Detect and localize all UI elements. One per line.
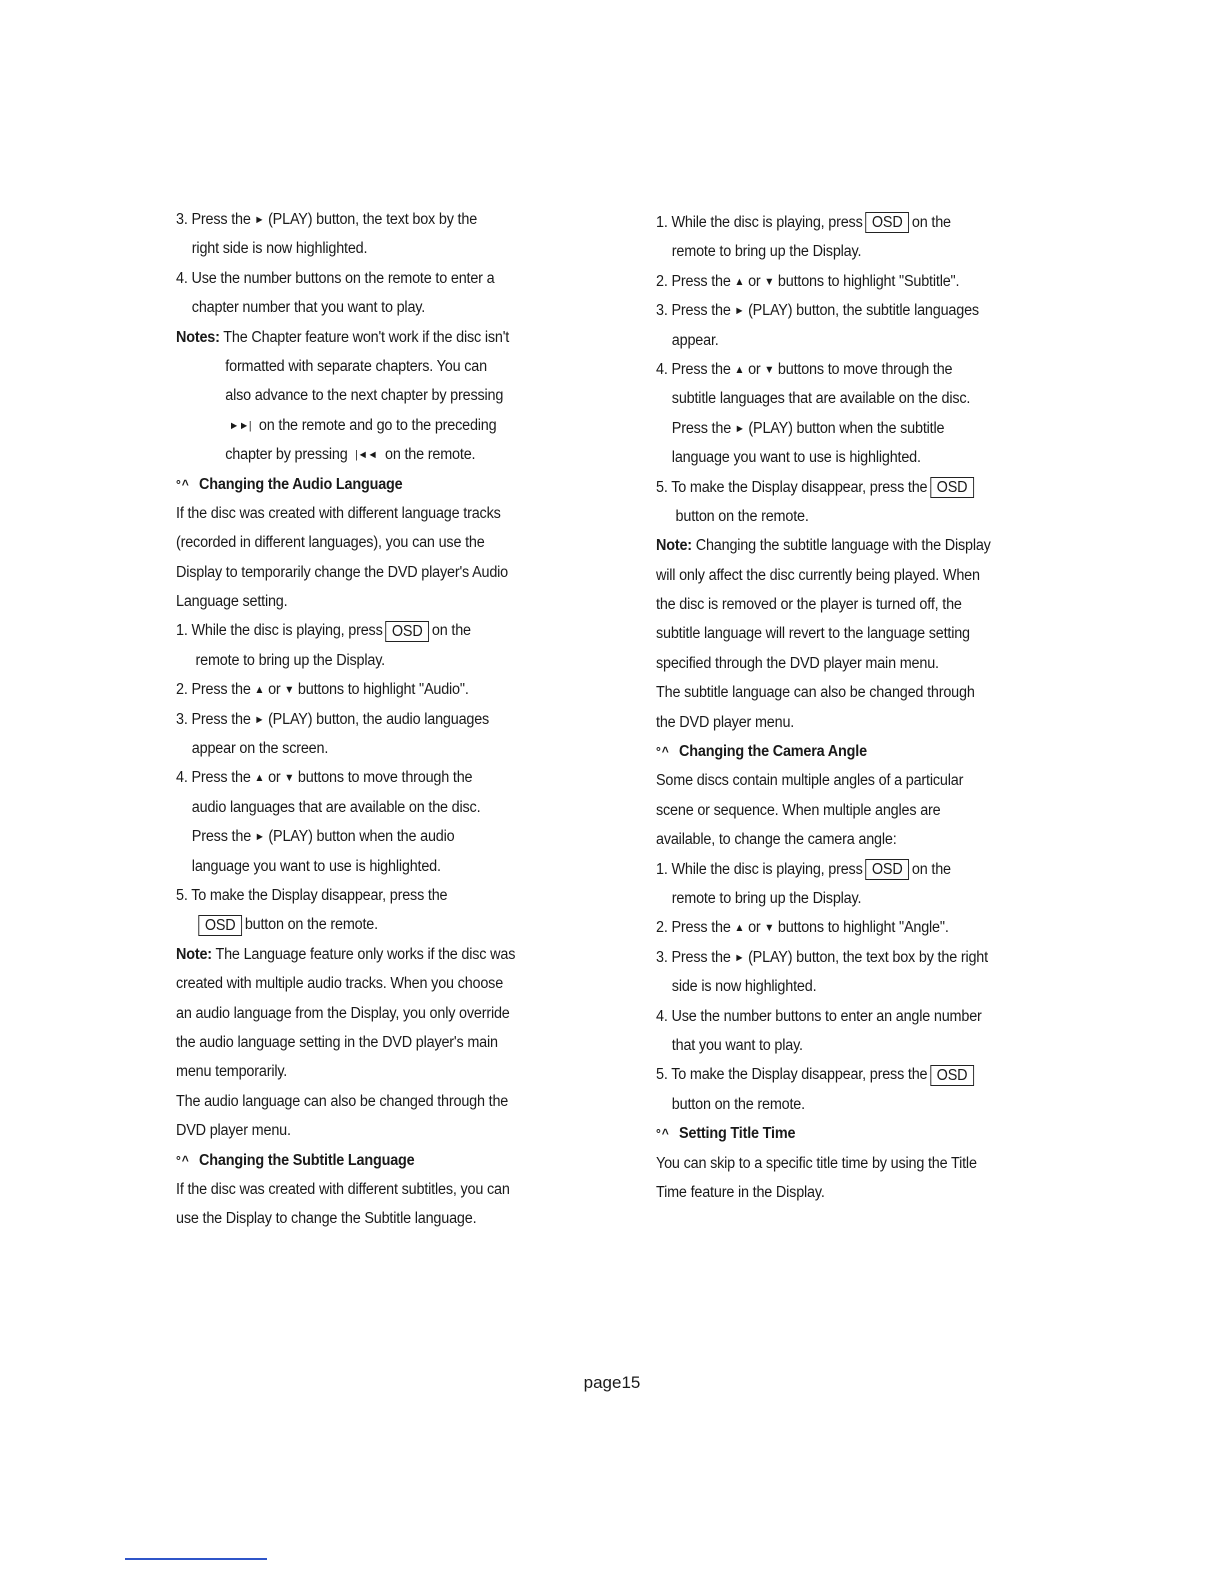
heading-title-time: °^ Setting Title Time: [656, 1125, 796, 1143]
left-column: 3. Press the ► (PLAY) button, the text box by the right side is now highlighted. 4. Use the number buttons on the remote to enter a chapter number that you want to play. Notes: The Chapter feature won't work if the disc isn't formatted with separate chapters. You can also advance to the next chapter by pressing ►►| on the remote and go to the preceding chapter by pressing |◄◄ on the remote. °^ Changing the Audio Language If the disc was created with different language tracks (recorded in different languages), you can use the Display to temporarily change the DVD player's Audio Language setting. 1. While the disc is playing, press OSD on the remote to bring up the Display. 2. Press the ▲ or ▼ buttons to highlight "Audio". 3. Press the ► (PLAY) button, the audio languages appear on the screen. 4. Press the ▲ or ▼ buttons to move through the audio languages that are available on the disc. Press the ► (PLAY) button when the audio language you want to use is highlighted. 5. To make the Display disappear, press the OSD button on the remote. Note: The Language feature only works if the disc was created with multiple audio tracks. When you choose an audio language from the Display, you only override the audio language setting in the DVD player's main menu temporarily. The audio language can also be changed through the DVD player menu. °^ Changing the Subtitle Language If the disc was created with different subtitles, you can use the Display to change the Subtitle language.: [176, 205, 551, 1234]
osd-button-label: OSD: [865, 859, 909, 880]
down-arrow-icon: ▼: [284, 772, 295, 785]
up-arrow-icon: ▲: [734, 363, 745, 376]
up-arrow-icon: ▲: [254, 684, 265, 697]
down-arrow-icon: ▼: [764, 363, 775, 376]
previous-chapter-icon: |◄◄: [355, 449, 378, 462]
play-icon: ►: [254, 713, 265, 726]
heading-camera-angle: °^ Changing the Camera Angle: [656, 743, 867, 761]
right-column: 1. While the disc is playing, press OSD on the remote to bring up the Display. 2. Press the ▲ or ▼ buttons to highlight "Subtitle". 3. Press the ► (PLAY) button, the subtitle languages appear. 4. Press the ▲ or ▼ buttons to move through the subtitle languages that are available on the disc. Press the ► (PLAY) button when the subtitle language you want to use is highlighted. 5. To make the Display disappear, press the OSD button on the remote. Note: Changing the subtitle language with the Display will only affect the disc currently being played. When the disc is removed or the player is turned off, the subtitle language will revert to the language setting specified through the DVD player main menu. The subtitle language can also be changed through the DVD player menu. °^ Changing the Camera Angle Some discs contain multiple angles of a particular scene or sequence. When multiple angles are available, to change the camera angle: 1. While the disc is playing, press OSD on the remote to bring up the Display. 2. Press the ▲ or ▼ buttons to highlight "Angle". 3. Press the ► (PLAY) button, the text box by the right side is now highlighted. 4. Use the number buttons to enter an angle number that you want to play. 5. To make the Display disappear, press the OSD button on the remote. °^ Setting Title Time You can skip to a specific title time by using the Title Time feature in the Display.: [656, 214, 991, 1201]
bullet-icon: °^: [656, 744, 670, 760]
page-number: page15: [583, 1373, 641, 1392]
next-chapter-icon: ►►|: [229, 419, 252, 432]
note-label: Note:: [656, 537, 692, 555]
down-arrow-icon: ▼: [764, 922, 775, 935]
up-arrow-icon: ▲: [254, 772, 265, 785]
note-label: Note:: [176, 945, 212, 963]
osd-button-label: OSD: [198, 915, 242, 936]
osd-button-label: OSD: [930, 1065, 974, 1086]
heading-audio-language: °^ Changing the Audio Language: [176, 475, 403, 493]
play-icon: ►: [734, 422, 745, 435]
play-icon: ►: [254, 214, 265, 226]
notes-label: Notes:: [176, 328, 220, 346]
down-arrow-icon: ▼: [284, 684, 295, 697]
bullet-icon: °^: [656, 1126, 670, 1142]
up-arrow-icon: ▲: [734, 922, 745, 935]
play-icon: ►: [734, 305, 745, 318]
osd-button-label: OSD: [385, 621, 429, 642]
play-icon: ►: [254, 831, 265, 844]
osd-button-label: OSD: [930, 477, 974, 498]
up-arrow-icon: ▲: [734, 275, 745, 288]
bullet-icon: °^: [176, 1152, 190, 1168]
down-arrow-icon: ▼: [764, 275, 775, 288]
bullet-icon: °^: [176, 476, 190, 492]
link-underline: [125, 1558, 267, 1560]
play-icon: ►: [734, 951, 745, 964]
osd-button-label: OSD: [865, 212, 909, 233]
heading-subtitle-language: °^ Changing the Subtitle Language: [176, 1151, 415, 1169]
